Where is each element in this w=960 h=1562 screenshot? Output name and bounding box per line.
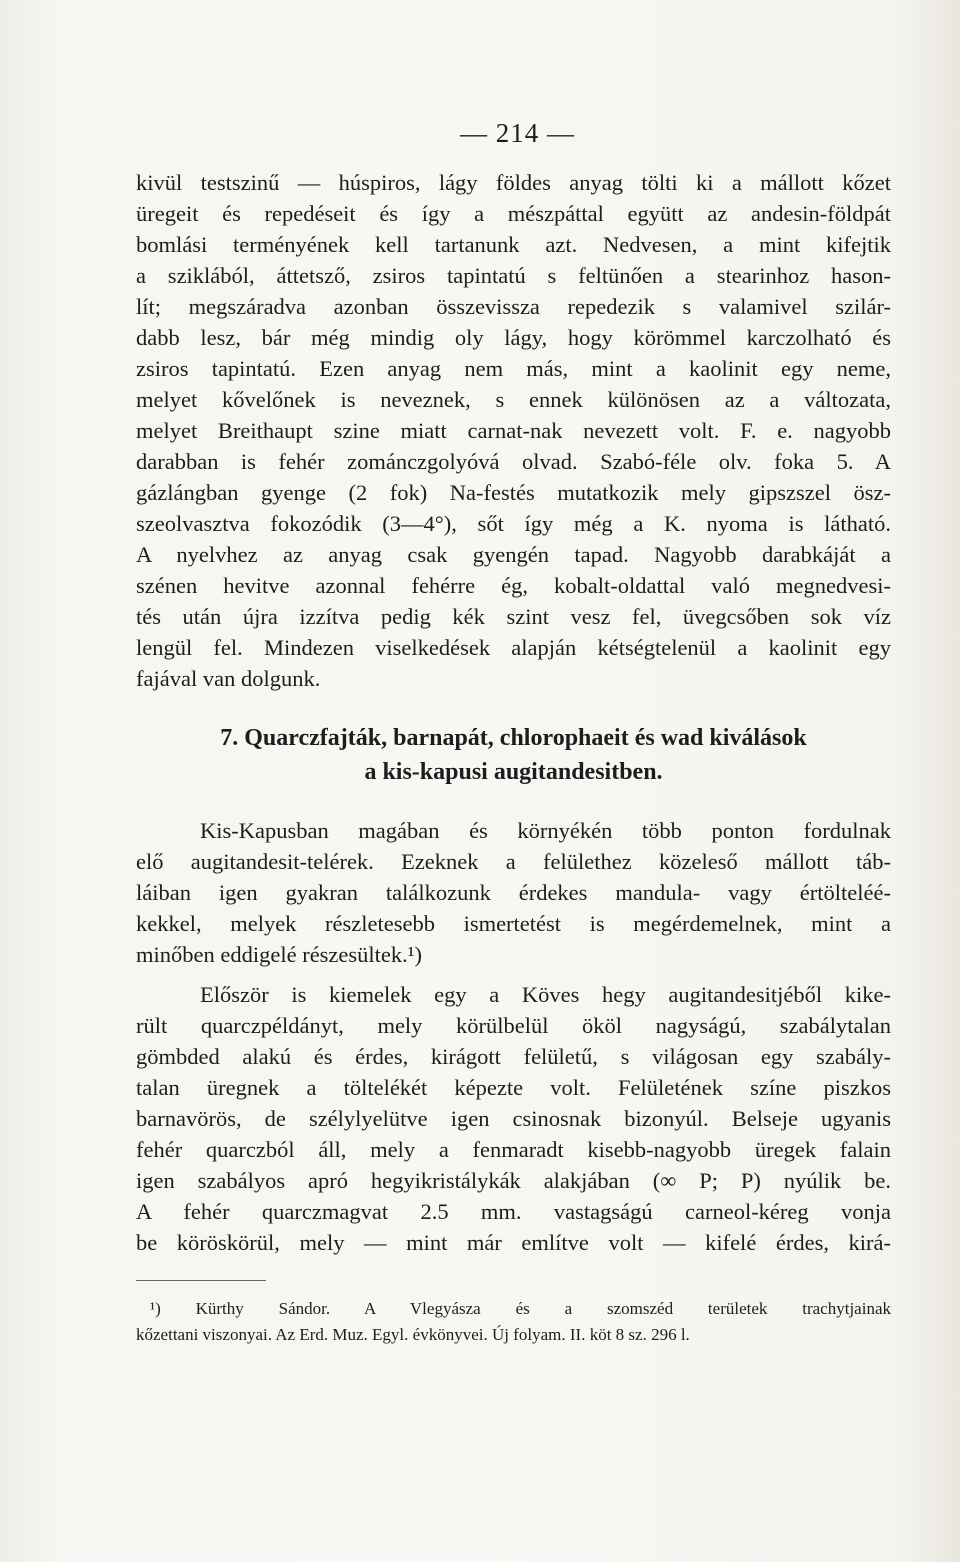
footnote-line: ¹) Kürthy Sándor. A Vlegyásza és a szomszéd területek trachytjainak — [150, 1299, 891, 1318]
text-line: be köröskörül, mely — mint már említve volt — kifelé érdes, kirá- — [136, 1230, 891, 1255]
text-line: szeolvasztva fokozódik (3—4°), sőt így még a K. nyoma is látható. — [136, 511, 891, 536]
text-line: talan üregnek a töltelékét képezte volt. Felületének színe piszkos — [136, 1075, 891, 1100]
section-heading-cont: a kis-kapusi augitandesitben. — [364, 759, 663, 785]
text-line: zsiros tapintatú. Ezen anyag nem más, mint a kaolinit egy neme, — [136, 356, 891, 381]
text-line: lít; megszáradva azonban összevissza repedezik s valamivel szilár- — [136, 294, 891, 319]
text-line: tés után újra izzítva pedig kék szint vesz fel, üvegcsőben sok víz — [136, 604, 891, 629]
text-line: lengül fel. Mindezen viselkedések alapján kétségtelenül a kaolinit egy — [136, 635, 891, 660]
text-line: elő augitandesit-telérek. Ezeknek a felülethez közeleső mállott táb- — [136, 849, 891, 874]
text-line: Először is kiemelek egy a Köves hegy augitandesitjéből kike- — [200, 982, 891, 1007]
text-line: A nyelvhez az anyag csak gyengén tapad. Nagyobb darabkáját a — [136, 542, 891, 567]
text-line: darabban is fehér zománczgolyóvá olvad. Szabó-féle olv. foka 5. A — [136, 449, 891, 474]
text-line: fajával van dolgunk. — [136, 666, 321, 691]
text-line: szénen hevitve azonnal fehérre ég, kobalt-oldattal való megnedvesi- — [136, 573, 891, 598]
text-line: melyet kővelőnek is neveznek, s ennek különösen az a változata, — [136, 387, 891, 412]
page-number: — 214 — — [460, 118, 575, 148]
text-line: dabb lesz, bár még mindig oly lágy, hogy körömmel karczolható és — [136, 325, 891, 350]
section-heading: 7. Quarczfajták, barnapát, chlorophaeit és wad kiválások — [220, 725, 807, 751]
footnote-line: kőzettani viszonyai. Az Erd. Muz. Egyl. évkönyvei. Új folyam. II. köt 8 sz. 296 l. — [136, 1325, 690, 1344]
text-line: a sziklából, áttetsző, zsiros tapintatú s feltünően a stearinhoz hason- — [136, 263, 891, 288]
text-line: bomlási terményének kell tartanunk azt. Nedvesen, a mint kifejtik — [136, 232, 891, 257]
text-line: melyet Breithaupt szine miatt carnat-nak nevezett volt. F. e. nagyobb — [136, 418, 891, 443]
text-line: láiban igen gyakran találkozunk érdekes mandula- vagy értölteléé- — [136, 880, 891, 905]
text-line: gömbded alakú és érdes, kirágott felületű, s világosan egy szabály- — [136, 1044, 891, 1069]
text-line: Kis-Kapusban magában és környékén több ponton fordulnak — [200, 818, 891, 843]
text-line: fehér quarczból áll, mely a fenmaradt kisebb-nagyobb üregek falain — [136, 1137, 891, 1162]
text-line: barnavörös, de szélylyelütve igen csinosnak bizonyúl. Belseje ugyanis — [136, 1106, 891, 1131]
text-line: kekkel, melyek részletesebb ismertetést is megérdemelnek, mint a — [136, 911, 891, 936]
text-line: üregeit és repedéseit és így a mészpáttal együtt az andesin-földpát — [136, 201, 891, 226]
text-line: kivül testszinű — húspiros, lágy földes anyag tölti ki a mállott kőzet — [136, 170, 891, 195]
text-line: A fehér quarczmagvat 2.5 mm. vastagságú carneol-kéreg vonja — [136, 1199, 891, 1224]
text-line: minőben eddigelé részesültek.¹) — [136, 942, 423, 967]
text-line: rült quarczpéldányt, mely körülbelül ököl nagyságú, szabálytalan — [136, 1013, 891, 1038]
footnote-rule — [136, 1280, 266, 1281]
text-line: igen szabályos apró hegyikristálykák alakjában (∞ P; P) nyúlik be. — [136, 1168, 891, 1193]
text-line: gázlángban gyenge (2 fok) Na-festés mutatkozik mely gipszszel ösz- — [136, 480, 891, 505]
